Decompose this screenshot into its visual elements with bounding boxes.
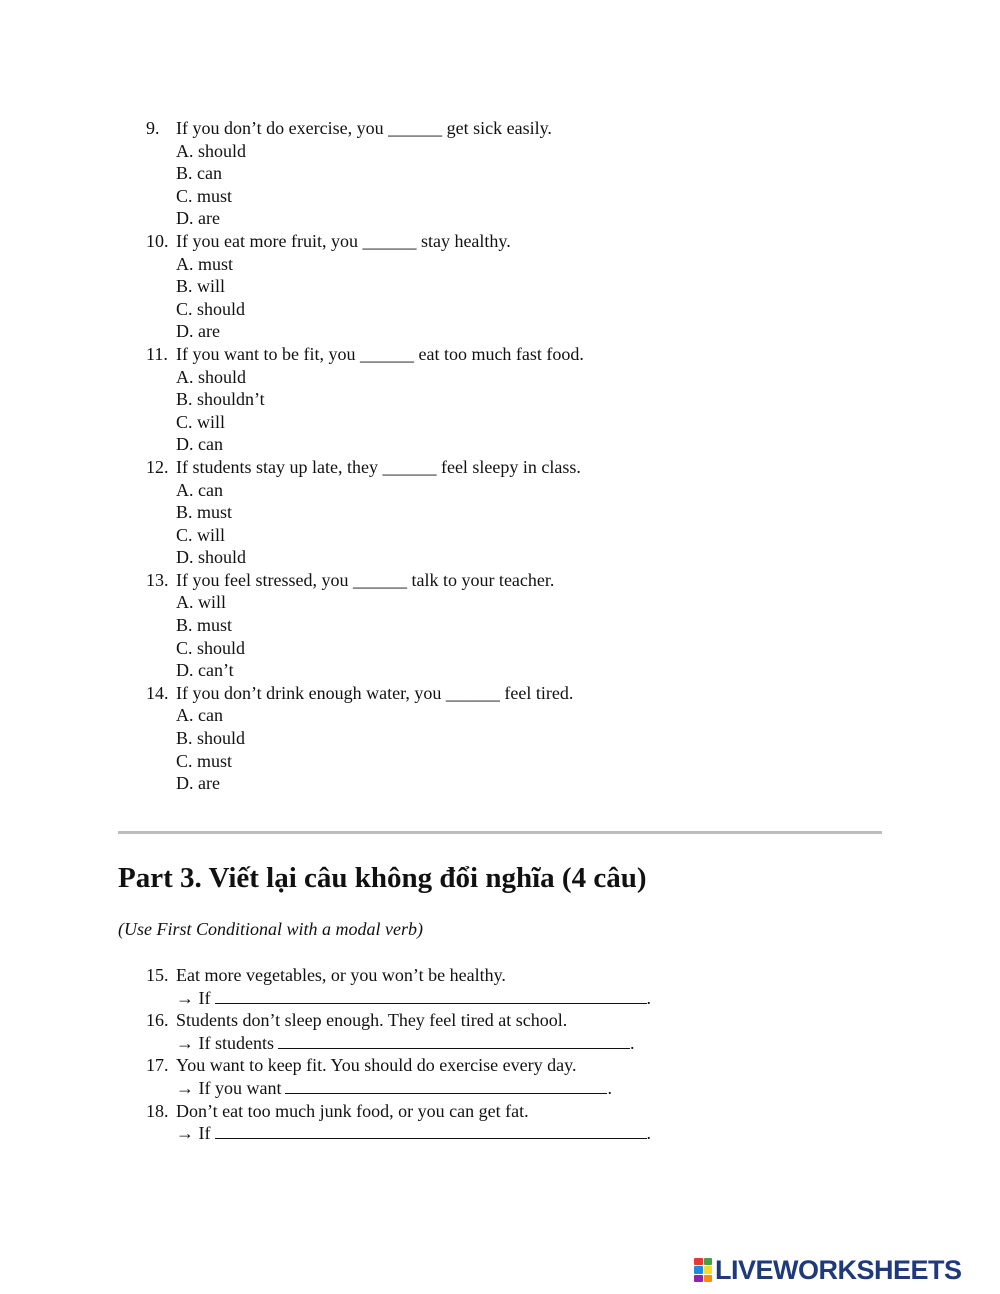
option-c[interactable]: C. must [176, 185, 233, 206]
rewrite-item-16 [146, 1009, 866, 1032]
option-b[interactable]: B. must [176, 615, 233, 636]
option-b[interactable]: B. must [176, 502, 233, 523]
option-a[interactable]: A. will [176, 592, 227, 613]
question-12 [146, 456, 866, 479]
question-number: 11. [146, 343, 168, 364]
option-a[interactable]: A. must [176, 253, 234, 274]
option-a[interactable]: A. can [176, 705, 223, 726]
option-c[interactable]: C. will [176, 411, 226, 432]
question-text: Eat more vegetables, or you won’t be healthy. [176, 965, 506, 985]
answer-prompt: → If students [176, 1032, 274, 1053]
option-a[interactable]: A. should [176, 140, 247, 161]
answer-blank[interactable] [215, 988, 647, 1004]
answer-prompt: → If [176, 987, 211, 1008]
logo-text: LIVEWORKSHEETS [715, 1255, 962, 1285]
option-b[interactable]: B. shouldn’t [176, 389, 265, 410]
answer-line-18 [146, 1122, 866, 1145]
option-a[interactable]: A. can [176, 479, 223, 500]
multiple-choice-list [146, 117, 866, 795]
answer-blank[interactable] [285, 1078, 607, 1094]
option-d[interactable]: D. can’t [176, 660, 234, 681]
question-number: 10. [146, 230, 169, 251]
question-text: If you want to be fit, you ______ eat too much fast food. [176, 343, 584, 364]
logo-square [704, 1266, 713, 1273]
option-c[interactable]: C. must [176, 750, 233, 771]
answer-prompt: → If you want [176, 1077, 282, 1098]
question-text: Don’t eat too much junk food, or you can get fat. [176, 1100, 529, 1121]
question-13 [146, 569, 866, 592]
question-14 [146, 682, 866, 705]
logo-square [704, 1275, 713, 1282]
rewrite-item-17 [146, 1054, 866, 1077]
liveworksheets-logo[interactable] [694, 1256, 962, 1284]
answer-line-16 [146, 1032, 866, 1055]
answer-line-15 [146, 987, 866, 1010]
answer-end: . [630, 1032, 635, 1053]
option-d[interactable]: D. are [176, 208, 220, 229]
question-number: 18. [146, 1100, 169, 1121]
rewrite-item-18 [146, 1100, 866, 1123]
logo-square [694, 1275, 703, 1282]
question-text: If students stay up late, they ______ feel sleepy in class. [176, 456, 581, 477]
question-text: You want to keep fit. You should do exercise every day. [176, 1055, 577, 1076]
rewrite-list [146, 964, 866, 1145]
logo-square [694, 1258, 703, 1265]
question-text: If you feel stressed, you ______ talk to your teacher. [176, 569, 555, 590]
rewrite-item-15 [146, 964, 866, 987]
logo-square [704, 1258, 713, 1265]
question-number: 15. [146, 965, 169, 985]
question-text: If you eat more fruit, you ______ stay healthy. [176, 230, 511, 251]
option-d[interactable]: D. are [176, 773, 220, 794]
option-b[interactable]: B. can [176, 163, 222, 184]
question-text: If you don’t drink enough water, you ______ feel tired. [176, 682, 574, 703]
option-d[interactable]: D. should [176, 547, 247, 568]
answer-blank[interactable] [278, 1033, 630, 1049]
option-b[interactable]: B. should [176, 728, 246, 749]
question-9 [146, 117, 866, 140]
question-number: 12. [146, 456, 169, 477]
section-divider [118, 831, 882, 834]
part-3-title: Part 3. Viết lại câu không đổi nghĩa (4 câu) [118, 862, 647, 894]
logo-square [694, 1266, 703, 1273]
answer-end: . [646, 987, 651, 1008]
question-10 [146, 230, 866, 253]
option-c[interactable]: C. will [176, 524, 226, 545]
answer-end: . [646, 1123, 651, 1144]
question-number: 17. [146, 1055, 169, 1076]
option-c[interactable]: C. should [176, 637, 246, 658]
liveworksheets-logo-icon [694, 1258, 712, 1282]
answer-end: . [607, 1077, 612, 1098]
option-d[interactable]: D. can [176, 434, 223, 455]
question-number: 9. [146, 118, 160, 138]
option-c[interactable]: C. should [176, 298, 246, 319]
question-11 [146, 343, 866, 366]
option-d[interactable]: D. are [176, 321, 220, 342]
answer-line-17 [146, 1077, 866, 1100]
question-number: 16. [146, 1010, 169, 1031]
part-3-instruction: (Use First Conditional with a modal verb) [118, 919, 423, 939]
answer-prompt: → If [176, 1123, 211, 1144]
question-number: 13. [146, 569, 169, 590]
question-text: Students don’t sleep enough. They feel tired at school. [176, 1010, 568, 1031]
option-b[interactable]: B. will [176, 276, 226, 297]
option-a[interactable]: A. should [176, 366, 247, 387]
question-text: If you don’t do exercise, you ______ get sick easily. [176, 118, 552, 138]
answer-blank[interactable] [215, 1123, 647, 1139]
question-number: 14. [146, 682, 169, 703]
